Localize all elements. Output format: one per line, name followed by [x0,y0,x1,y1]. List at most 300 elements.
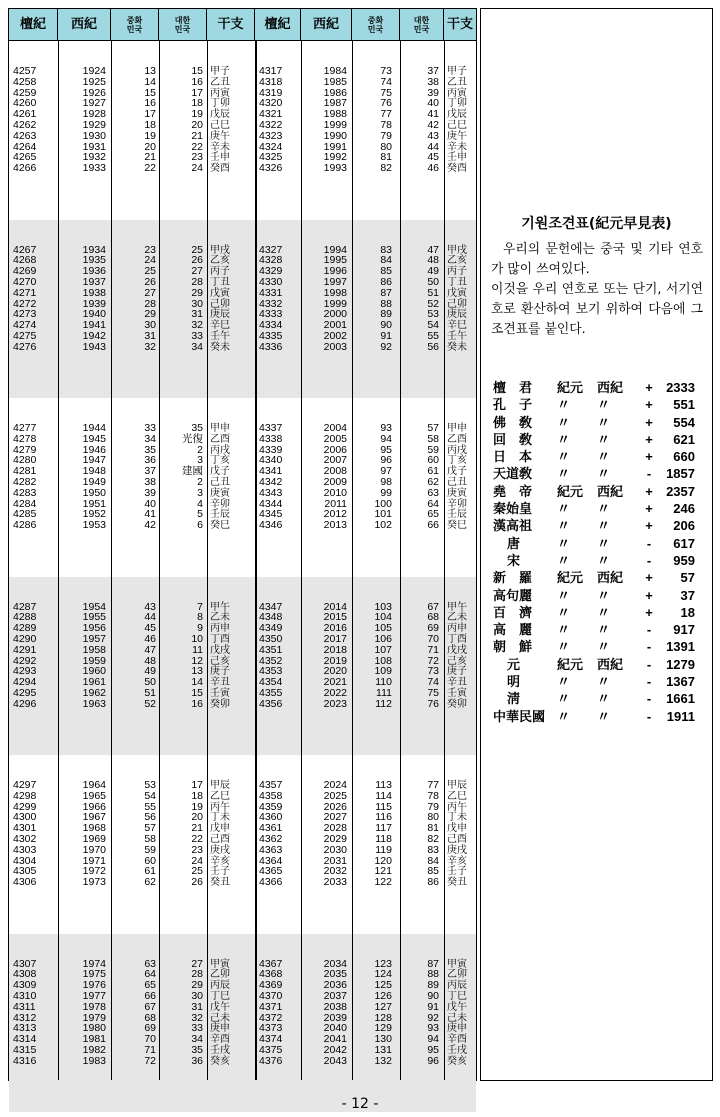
cell-rok: 23 [191,151,203,164]
cell-roc: 37 [144,465,156,478]
cell-ganzhi: 丁卯 [210,98,230,110]
cell-seogi: 1953 [82,519,106,532]
cell-rok: 15 [191,65,203,77]
cell-seogi: 1981 [82,1033,106,1046]
table-row [9,623,476,634]
cell-roc: 59 [144,843,156,856]
cell-dangi: 4348 [259,611,283,624]
table-row [9,445,476,456]
cell-dangi: 4299 [13,800,37,813]
era-reference-panel [480,8,713,1081]
table-row [9,477,476,488]
cell-rok: 2 [197,443,203,456]
cell-rok: 18 [191,789,203,802]
cell-roc: 65 [144,979,156,992]
table-row [9,299,476,310]
cell-roc: 129 [374,1022,392,1035]
cell-rok: 53 [427,308,439,321]
cell-rok: 28 [191,275,203,288]
cell-dangi: 4359 [259,800,283,813]
cell-roc: 20 [144,140,156,153]
era-row [493,535,705,552]
cell-roc: 67 [144,1000,156,1013]
era-kind: 〃 [557,708,571,724]
cell-seogi: 1958 [82,643,106,656]
cell-dangi: 4331 [259,286,283,299]
era-offset: 1661 [666,691,695,707]
era-kind: 〃 [557,414,571,430]
cell-roc: 87 [380,286,392,299]
cell-roc: 46 [144,632,156,645]
era-kind: 〃 [557,449,571,465]
cell-seogi: 1940 [82,308,106,321]
cell-dangi: 4272 [13,297,37,310]
era-offset: 1367 [666,674,695,690]
cell-ganzhi: 辛巳 [210,320,230,332]
cell-rok: 43 [427,129,439,142]
cell-dangi: 4322 [259,119,283,131]
cell-roc: 117 [375,822,392,835]
cell-dangi: 4317 [259,65,283,77]
cell-seogi: 1982 [82,1043,106,1056]
cell-seogi: 2033 [323,876,347,889]
cell-ganzhi: 戊申 [447,823,467,835]
cell-rok: 94 [427,1033,439,1046]
cell-dangi: 4311 [13,1000,36,1013]
cell-dangi: 4320 [259,97,283,110]
cell-rok: 46 [427,162,439,175]
cell-seogi: 2039 [323,1011,347,1024]
cell-seogi: 1946 [82,443,106,456]
cell-seogi: 2036 [323,979,347,992]
cell-roc: 130 [374,1033,392,1046]
cell-ganzhi: 癸卯 [447,698,467,710]
description-paragraph-1: 우리의 문헌에는 중국 및 기타 연호가 많이 쓰여있다. [491,242,703,277]
cell-ganzhi: 辛卯 [447,498,467,510]
era-target: 〃 [597,501,611,517]
cell-seogi: 1975 [82,968,106,981]
cell-ganzhi: 丙申 [210,623,230,635]
era-kind: 〃 [557,397,571,413]
era-offset: 1391 [666,639,695,655]
cell-seogi: 1949 [82,476,106,488]
era-target: 〃 [597,535,611,551]
cell-dangi: 4365 [259,865,283,878]
cell-rok: 15 [191,686,203,699]
cell-dangi: 4282 [13,476,37,488]
era-target: 〃 [597,622,611,638]
cell-ganzhi: 戊子 [447,466,467,478]
cell-ganzhi: 丙寅 [210,87,230,99]
cell-dangi: 4290 [13,632,37,645]
cell-ganzhi: 壬子 [447,866,467,878]
cell-dangi: 4284 [13,497,37,510]
cell-rok: 25 [191,243,203,256]
table-row [9,866,476,877]
table-row [9,255,476,266]
header-rok: 대한 민국 [400,9,444,40]
cell-seogi: 1947 [82,454,106,467]
cell-seogi: 2029 [323,833,347,845]
table-row [9,823,476,834]
era-row [493,587,705,604]
column-divider [207,41,208,1080]
cell-roc: 100 [374,497,392,510]
cell-roc: 62 [144,876,156,889]
cell-ganzhi: 辛未 [447,141,467,153]
cell-dangi: 4315 [13,1043,37,1056]
cell-ganzhi: 丙午 [447,801,467,813]
cell-ganzhi: 戊子 [210,466,230,478]
era-name: 百 濟 [493,604,533,620]
cell-ganzhi: 丙子 [210,266,230,278]
table-row [9,634,476,645]
cell-ganzhi: 壬辰 [447,509,467,521]
era-offset: 1279 [666,656,695,672]
cell-roc: 23 [144,243,156,256]
cell-dangi: 4323 [259,129,283,142]
cell-roc: 120 [374,854,392,867]
cell-rok: 32 [191,319,203,332]
cell-ganzhi: 己酉 [447,834,467,845]
era-sign: + [645,501,653,517]
cell-rok: 5 [197,508,203,521]
era-name: 宋 [507,552,521,568]
era-sign: + [645,431,653,447]
era-offset: 246 [673,501,695,517]
cell-ganzhi: 庚午 [447,130,467,142]
cell-roc: 107 [374,643,392,656]
cell-ganzhi: 戊寅 [210,287,230,299]
cell-rok: 78 [427,789,439,802]
cell-dangi: 4327 [259,243,283,256]
cell-seogi: 1967 [82,811,106,824]
cell-ganzhi: 戊辰 [210,109,230,121]
cell-seogi: 1938 [82,286,106,299]
cell-seogi: 1931 [82,140,106,153]
cell-roc: 95 [380,443,392,456]
cell-dangi: 4316 [13,1054,37,1067]
cell-ganzhi: 甲戌 [210,244,230,256]
cell-roc: 103 [374,600,392,613]
cell-roc: 102 [374,519,392,532]
cell-dangi: 4308 [13,968,37,981]
cell-seogi: 2016 [323,622,347,635]
cell-dangi: 4283 [13,486,37,499]
cell-seogi: 2032 [323,865,347,878]
cell-rok: 33 [191,1022,203,1035]
era-name: 回 敎 [493,431,533,447]
cell-roc: 99 [380,486,392,499]
cell-seogi: 2021 [323,676,347,689]
cell-ganzhi: 丙申 [447,623,467,635]
cell-dangi: 4339 [259,443,283,456]
cell-dangi: 4309 [13,979,37,992]
cell-seogi: 1951 [82,497,106,510]
cell-ganzhi: 庚子 [210,666,230,678]
cell-ganzhi: 壬寅 [210,687,230,699]
cell-seogi: 1986 [323,86,347,99]
cell-seogi: 2012 [323,508,347,521]
cell-dangi: 4336 [259,340,283,353]
cell-seogi: 1945 [82,432,106,445]
cell-roc: 122 [374,876,392,889]
cell-roc: 25 [144,265,156,278]
table-row [9,856,476,867]
era-offset: 554 [673,414,695,430]
cell-seogi: 1927 [82,97,106,110]
cell-dangi: 4270 [13,275,37,288]
cell-rok: 31 [191,1000,203,1013]
cell-roc: 78 [380,119,392,131]
cell-seogi: 1943 [82,340,106,353]
cell-dangi: 4335 [259,329,283,342]
cell-ganzhi: 丁酉 [210,633,230,645]
table-row [9,288,476,299]
cell-roc: 84 [380,254,392,267]
era-row [493,500,705,517]
cell-ganzhi: 癸未 [210,341,230,353]
cell-ganzhi: 乙卯 [210,969,230,981]
cell-seogi: 1980 [82,1022,106,1035]
era-name: 唐 [507,535,521,551]
era-kind: 〃 [557,501,571,517]
era-name: 檀 君 [493,380,533,395]
cell-dangi: 4310 [13,989,37,1002]
cell-ganzhi: 丙戌 [447,444,467,456]
cell-rok: 64 [427,497,439,510]
era-name: 日 本 [493,449,533,465]
cell-dangi: 4333 [259,308,283,321]
cell-seogi: 1985 [323,75,347,88]
cell-dangi: 4344 [259,497,283,510]
cell-roc: 56 [144,811,156,824]
cell-roc: 15 [144,86,156,99]
cell-rok: 33 [191,329,203,342]
cell-rok: 49 [427,265,439,278]
cell-ganzhi: 丁酉 [447,633,467,645]
cell-roc: 91 [380,329,392,342]
cell-roc: 30 [144,319,156,332]
cell-roc: 82 [380,162,392,175]
column-divider [111,41,112,1080]
cell-ganzhi: 壬戌 [210,1044,230,1056]
description-paragraph-2: 이것을 우리 연호로 또는 단기, 서기연호로 환산하여 보기 위하여 다음에 그 조견표를 붙인다. [491,282,703,337]
cell-ganzhi: 辛未 [210,141,230,153]
table-row [9,163,476,174]
era-sign: + [645,380,653,395]
cell-ganzhi: 戊寅 [447,287,467,299]
era-sign: + [645,587,653,603]
era-target: 〃 [597,518,611,534]
cell-roc: 111 [376,686,392,699]
cell-ganzhi: 己亥 [447,655,467,667]
cell-seogi: 1926 [82,86,106,99]
era-kind: 〃 [557,535,571,551]
table-row [9,780,476,791]
cell-roc: 22 [144,162,156,175]
table-row [9,1045,476,1056]
cell-ganzhi: 庚寅 [447,487,467,499]
cell-seogi: 1952 [82,508,106,521]
cell-ganzhi: 丁卯 [447,98,467,110]
cell-roc: 86 [380,275,392,288]
cell-ganzhi: 庚寅 [210,487,230,499]
cell-rok: 9 [197,622,203,635]
cell-rok: 20 [191,119,203,131]
cell-rok: 85 [427,865,439,878]
cell-roc: 119 [375,843,392,856]
cell-rok: 45 [427,151,439,164]
cell-dangi: 4269 [13,265,37,278]
era-sign: - [646,552,652,568]
cell-rok: 90 [427,989,439,1002]
cell-rok: 47 [427,243,439,256]
table-row [9,509,476,520]
era-offset: 1857 [666,466,695,482]
cell-rok: 88 [427,968,439,981]
cell-seogi: 2020 [323,665,347,678]
cell-roc: 33 [144,422,156,434]
cell-seogi: 2023 [323,697,347,710]
cell-dangi: 4362 [259,833,283,845]
cell-roc: 69 [144,1022,156,1035]
table-row [9,699,476,710]
cell-dangi: 4257 [13,65,37,77]
cell-rok: 3 [197,454,203,467]
era-kind: 〃 [557,604,571,620]
cell-rok: 82 [427,833,439,845]
cell-rok: 23 [191,843,203,856]
cell-rok: 67 [427,600,439,613]
cell-ganzhi: 庚子 [447,666,467,678]
era-name: 元 [507,656,521,672]
era-row [493,673,705,690]
panel-title: 기원조견표(紀元早見表) [521,216,672,232]
cell-dangi: 4363 [259,843,283,856]
cell-dangi: 4304 [13,854,37,867]
cell-roc: 113 [375,779,392,791]
cell-rok: 37 [427,65,439,77]
cell-ganzhi: 甲寅 [447,958,467,970]
cell-seogi: 1936 [82,265,106,278]
cell-dangi: 4275 [13,329,37,342]
cell-ganzhi: 甲午 [210,601,230,613]
era-offset: 917 [673,622,695,638]
cell-roc: 32 [144,340,156,353]
cell-seogi: 1997 [323,275,347,288]
cell-roc: 70 [144,1033,156,1046]
cell-seogi: 1955 [82,611,106,624]
cell-rok: 74 [427,676,439,689]
cell-rok: 26 [191,254,203,267]
cell-rok: 63 [427,486,439,499]
cell-dangi: 4291 [13,643,37,656]
table-row [9,656,476,667]
table-row [9,77,476,88]
cell-roc: 76 [380,97,392,110]
cell-seogi: 2030 [323,843,347,856]
cell-dangi: 4294 [13,676,37,689]
cell-rok: 71 [427,643,439,656]
cell-seogi: 1925 [82,75,106,88]
era-row [493,552,705,569]
cell-rok: 68 [427,611,439,624]
cell-dangi: 4279 [13,443,37,456]
cell-ganzhi: 戊辰 [447,109,467,121]
cell-seogi: 1978 [82,1000,106,1013]
cell-dangi: 4332 [259,297,283,310]
cell-dangi: 4303 [13,843,37,856]
cell-roc: 55 [144,800,156,813]
era-target: 〃 [597,674,611,690]
cell-seogi: 1965 [82,789,106,802]
cell-ganzhi: 甲子 [210,66,230,77]
era-row [493,638,705,655]
cell-dangi: 4302 [13,833,37,845]
cell-dangi: 4267 [13,243,37,256]
era-name: 漢高祖 [493,518,533,534]
cell-seogi: 2007 [323,454,347,467]
cell-dangi: 4329 [259,265,283,278]
cell-dangi: 4278 [13,432,37,445]
cell-seogi: 1930 [82,129,106,142]
cell-ganzhi: 癸酉 [447,163,467,175]
cell-rok: 34 [191,1033,203,1046]
cell-roc: 85 [380,265,392,278]
cell-roc: 98 [380,476,392,488]
cell-seogi: 1988 [323,108,347,121]
cell-seogi: 2019 [323,654,347,667]
cell-ganzhi: 壬子 [210,866,230,878]
cell-roc: 29 [144,308,156,321]
cell-dangi: 4330 [259,275,283,288]
cell-rok: 96 [427,1054,439,1067]
cell-ganzhi: 庚申 [210,1023,230,1035]
cell-dangi: 4356 [259,697,283,710]
cell-rok: 21 [191,129,203,142]
cell-rok: 73 [427,665,439,678]
cell-ganzhi: 戊戌 [210,644,230,656]
cell-roc: 44 [144,611,156,624]
cell-rok: 70 [427,632,439,645]
cell-rok: 4 [197,497,203,510]
cell-rok: 24 [191,854,203,867]
cell-ganzhi: 己酉 [210,834,230,845]
cell-seogi: 2001 [323,319,347,332]
cell-seogi: 1937 [82,275,106,288]
cell-seogi: 1942 [82,329,106,342]
cell-roc: 115 [375,800,392,813]
cell-rok: 48 [427,254,439,267]
cell-rok: 89 [427,979,439,992]
era-offset: 18 [680,604,695,620]
cell-ganzhi: 壬午 [447,330,467,342]
table-row [9,245,476,256]
era-row [493,396,705,413]
cell-dangi: 4340 [259,454,283,467]
cell-seogi: 1934 [82,243,106,256]
header-roc: 중화 민국 [352,9,400,40]
cell-dangi: 4367 [259,957,283,970]
cell-dangi: 4358 [259,789,283,802]
cell-dangi: 4369 [259,979,283,992]
cell-dangi: 4285 [13,508,37,521]
cell-seogi: 1979 [82,1011,106,1024]
cell-roc: 116 [375,811,392,824]
column-divider [255,41,257,1080]
header-ganzhi: 干支 [446,17,473,32]
